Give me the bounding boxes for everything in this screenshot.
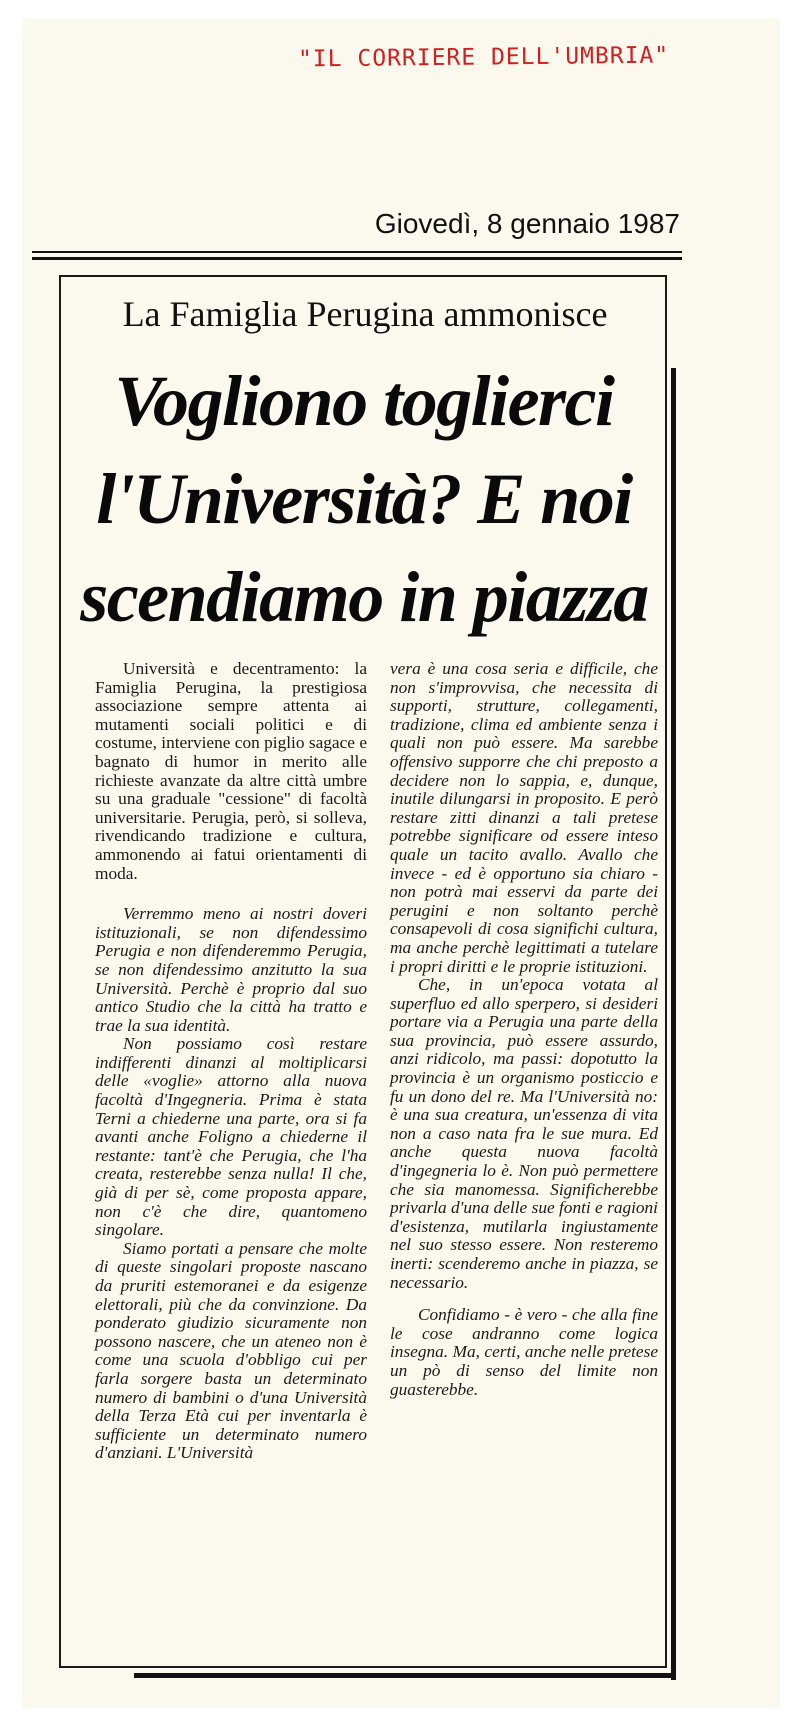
- headline-line-2: l'Università? E noi: [96, 459, 632, 539]
- article-headline: [62, 352, 666, 646]
- article-kicker: La Famiglia Perugina ammonisce: [122, 294, 608, 334]
- article-box-shadow-right: [671, 368, 676, 1680]
- article-column-left: [95, 660, 367, 1463]
- handwritten-source-note: "IL CORRIERE DELL'UMBRIA": [297, 42, 670, 73]
- article-box-shadow-bottom: [134, 1673, 676, 1678]
- body-paragraph: Non possiamo così restare indifferenti dinanzi al moltiplicarsi delle «voglie» attorno alla nuova facoltà d'Ingegneria. Prima è stata Terni a chiederne una parte, ora si fa avanti anche Foligno a chiederne il restante: tant'è che Perugia, che l'ha creata, resterebbe senza nulla! Il che, già di per sè, come proposta appare, non c'è che dire, quantomeno singolare.: [95, 1034, 367, 1240]
- header-rule-thick: [32, 257, 682, 260]
- header-rule-thin: [32, 251, 682, 253]
- body-paragraph: Verremmo meno ai nostri doveri istituzionali, se non difendessimo Perugia e non difenderemmo Perugia, se non difendessimo anzitutto la sua Università. Perchè è proprio dal suo antico Studio che la città ha tratto e trae la sua identità.: [95, 904, 367, 1035]
- dateline: Giovedì, 8 gennaio 1987: [374, 208, 680, 239]
- body-paragraph: vera è una cosa seria e difficile, che non s'improvvisa, che necessita di supporti, strutture, collegamenti, tradizione, clima ed ambiente senza i quali non può essere. Ma sarebbe offensivo supporre che chi preposto a decidere non lo sappia, e, dunque, inutile dilungarsi in proposito. E però restare zitti dinanzi a tali pretese potrebbe significare od essere inteso quale un tacito avallo. Avallo che invece - ed è opportuno sia chiaro - non potrà mai esservi da parte dei perugini e non soltanto perchè consapevoli di cosa significhi cultura, ma anche perchè legittimati a tutelare i propri diritti e le proprie istituzioni.: [390, 659, 658, 976]
- article-column-right: [390, 660, 658, 1399]
- headline-line-1: Vogliono toglierci: [114, 361, 614, 441]
- body-paragraph: Siamo portati a pensare che molte di queste singolari proposte nascano da pruriti estemoranei e da esigenze elettorali, più che da convinzione. Da ponderato giudizio sicuramente non possono nascere, che un ateneo non è come una scuola d'obbligo cui per farla sorgere basta un determinato numero di bambini o d'una Università della Terza Età cui per inventarla è sufficiente un determinato numero d'anziani. L'Università: [95, 1238, 367, 1463]
- headline-line-3: scendiamo in piazza: [80, 557, 648, 637]
- article-intro: Università e decentramento: la Famiglia Perugina, la prestigiosa associazione sempre attenta ai mutamenti sociali politici e di costume, interviene con piglio sagace e bagnato di humor in merito alle richieste avanzate da altre città umbre su una graduale "cessione" di facoltà universitarie. Perugia, però, si solleva, rivendicando tradizione e cultura, ammonendo ai fatui orientamenti di moda.: [95, 659, 367, 883]
- body-paragraph: Che, in un'epoca votata al superfluo ed allo sperpero, si desideri portare via a Perugia una parte della sua provincia, può essere assurdo, anzi ridicolo, ma passi: dopotutto la provincia è un organismo posticcio e fu un dono del re. Ma l'Università no: è una sua creatura, un'essenza di vita non a caso nata fra le sue mura. Ed anche questa nuova facoltà d'ingegneria lo è. Non può permettere che sia manomessa. Significherebbe privarla d'una delle sue fonti e ragioni d'esistenza, mutilarla ingiustamente nel suo stesso essere. Non resteremo inerti: scenderemo anche in piazza, se necessario.: [390, 975, 658, 1292]
- body-paragraph: Confidiamo - è vero - che alla fine le cose andranno come logica insegna. Ma, certi, anche nelle pretese un pò di senso del limite non guasterebbe.: [390, 1305, 658, 1399]
